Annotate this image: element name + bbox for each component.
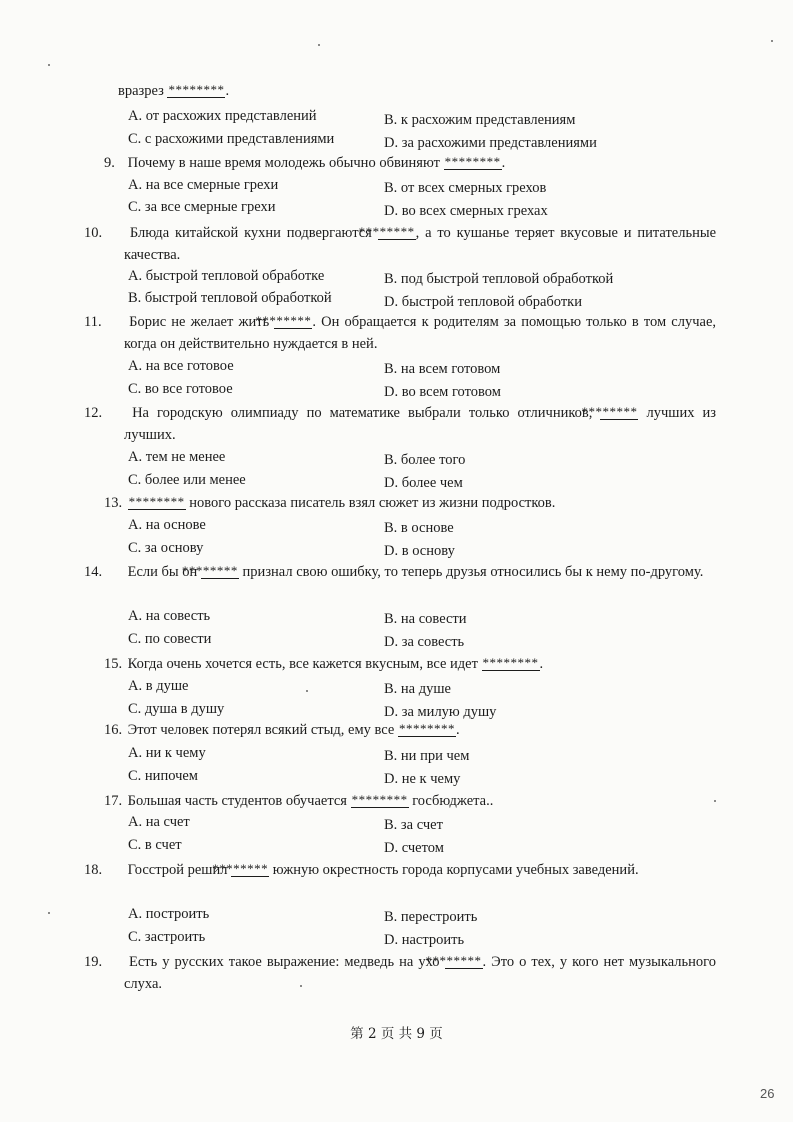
question-11: 11. Борис не желает жить ********. Он обращается к родителям за помощью только в том случае, когда он действительно нуждается в ней. [84,313,717,352]
option-d: D. во всех смерных грехах [384,203,548,219]
option-a: A. на все готовое [128,358,234,374]
option-b: B. на совести [384,611,467,627]
answer-blank: ******** [168,82,225,97]
page-number: 26 [760,1086,775,1101]
option-d: D. настроить [384,932,465,948]
option-c: C. застроить [128,929,206,945]
option-b: B. на душе [384,681,451,697]
option-b: B. от всех смерных грехов [384,180,547,196]
answer-blank: ******** [444,154,501,169]
scan-speck [771,40,773,42]
page-footer: 第 2 页 共 9 页 [350,1026,443,1042]
option-a: A. на все смерные грехи [128,177,279,193]
option-b: B. ни при чем [384,748,470,764]
option-b: B. за счет [384,817,443,833]
option-b: B. на всем готовом [384,361,501,377]
option-d: D. счетом [384,840,444,856]
option-c: C. за все смерные грехи [128,199,276,215]
option-a: A. от расхожих представлений [128,108,317,124]
answer-blank: ******** [358,224,415,239]
question-8-tail: вразрез ********. [118,82,230,99]
option-d: D. за расхожими представлениями [384,135,597,151]
answer-blank: ******** [398,721,455,736]
answer-blank: ******** [255,313,312,328]
option-a: A. тем не менее [128,449,226,465]
option-a: A. построить [128,906,210,922]
option-d: D. быстрой тепловой обработки [384,294,582,310]
question-15: 15. Когда очень хочется есть, все кажется вкусным, все идет ********. [104,655,544,672]
option-c: C. за основу [128,540,204,556]
option-a: A. в душе [128,678,189,694]
option-a: A. на счет [128,814,190,830]
option-c: C. более или менее [128,472,246,488]
scan-speck [300,985,302,987]
option-b: B. перестроить [384,909,478,925]
option-c: B. быстрой тепловой обработкой [128,290,332,306]
option-d: D. в основу [384,543,455,559]
option-a: A. на основе [128,517,206,533]
option-d: D. не к чему [384,771,461,787]
option-d: D. во всем готовом [384,384,501,400]
answer-blank: ******** [128,494,185,509]
question-13: 13. ******** нового рассказа писатель взял сюжет из жизни подростков. [104,494,556,511]
option-c: C. во все готовое [128,381,233,397]
question-9: 9. Почему в наше время молодежь обычно обвиняют ********. [104,154,506,171]
option-c: C. с расхожими представлениями [128,131,335,147]
question-17: 17. Большая часть студентов обучается ******** госбюджета.. [104,792,494,809]
answer-blank: ******** [425,953,482,968]
scan-speck [714,800,716,802]
option-a: A. на совесть [128,608,211,624]
question-14: 14. Если бы он ******** признал свою ошибку, то теперь друзья относились бы к нему по-другому. [84,563,704,580]
question-18: 18. Госстрой решил ******** южную окрестность города корпусами учебных заведений. [84,861,639,878]
option-c: C. в счет [128,837,182,853]
option-c: C. по совести [128,631,212,647]
answer-blank: ******** [482,655,539,670]
option-b: B. более того [384,452,466,468]
question-10: 10. Блюда китайской кухни подвергаются ********, а то кушанье теряет вкусовые и питательные качества. [84,224,717,263]
answer-blank: ******** [181,563,238,578]
option-a: A. быстрой тепловой обработке [128,268,325,284]
scan-speck [48,64,50,66]
answer-blank: ******** [581,404,638,419]
question-12: 12. На городскую олимпиаду по математике выбрали только отличников, ******** лучших из лучших. [84,404,716,443]
option-b: B. в основе [384,520,454,536]
option-c: C. душа в душу [128,701,225,717]
option-a: A. ни к чему [128,745,206,761]
option-b: B. под быстрой тепловой обработкой [384,271,614,287]
option-d: D. за милую душу [384,704,497,720]
option-c: C. нипочем [128,768,198,784]
option-d: D. за совесть [384,634,465,650]
option-b: B. к расхожим представлениям [384,112,576,128]
scan-speck [48,912,50,914]
question-16: 16. Этот человек потерял всякий стыд, ему все ********. [104,721,460,738]
scan-speck [306,690,308,692]
question-19: 19. Есть у русских такое выражение: медведь на ухо ********. Это о тех, у кого нет музыкального слуха. [84,953,716,992]
option-d: D. более чем [384,475,463,491]
answer-blank: ******** [351,792,408,807]
scan-speck [318,44,320,46]
answer-blank: ******** [212,861,269,876]
